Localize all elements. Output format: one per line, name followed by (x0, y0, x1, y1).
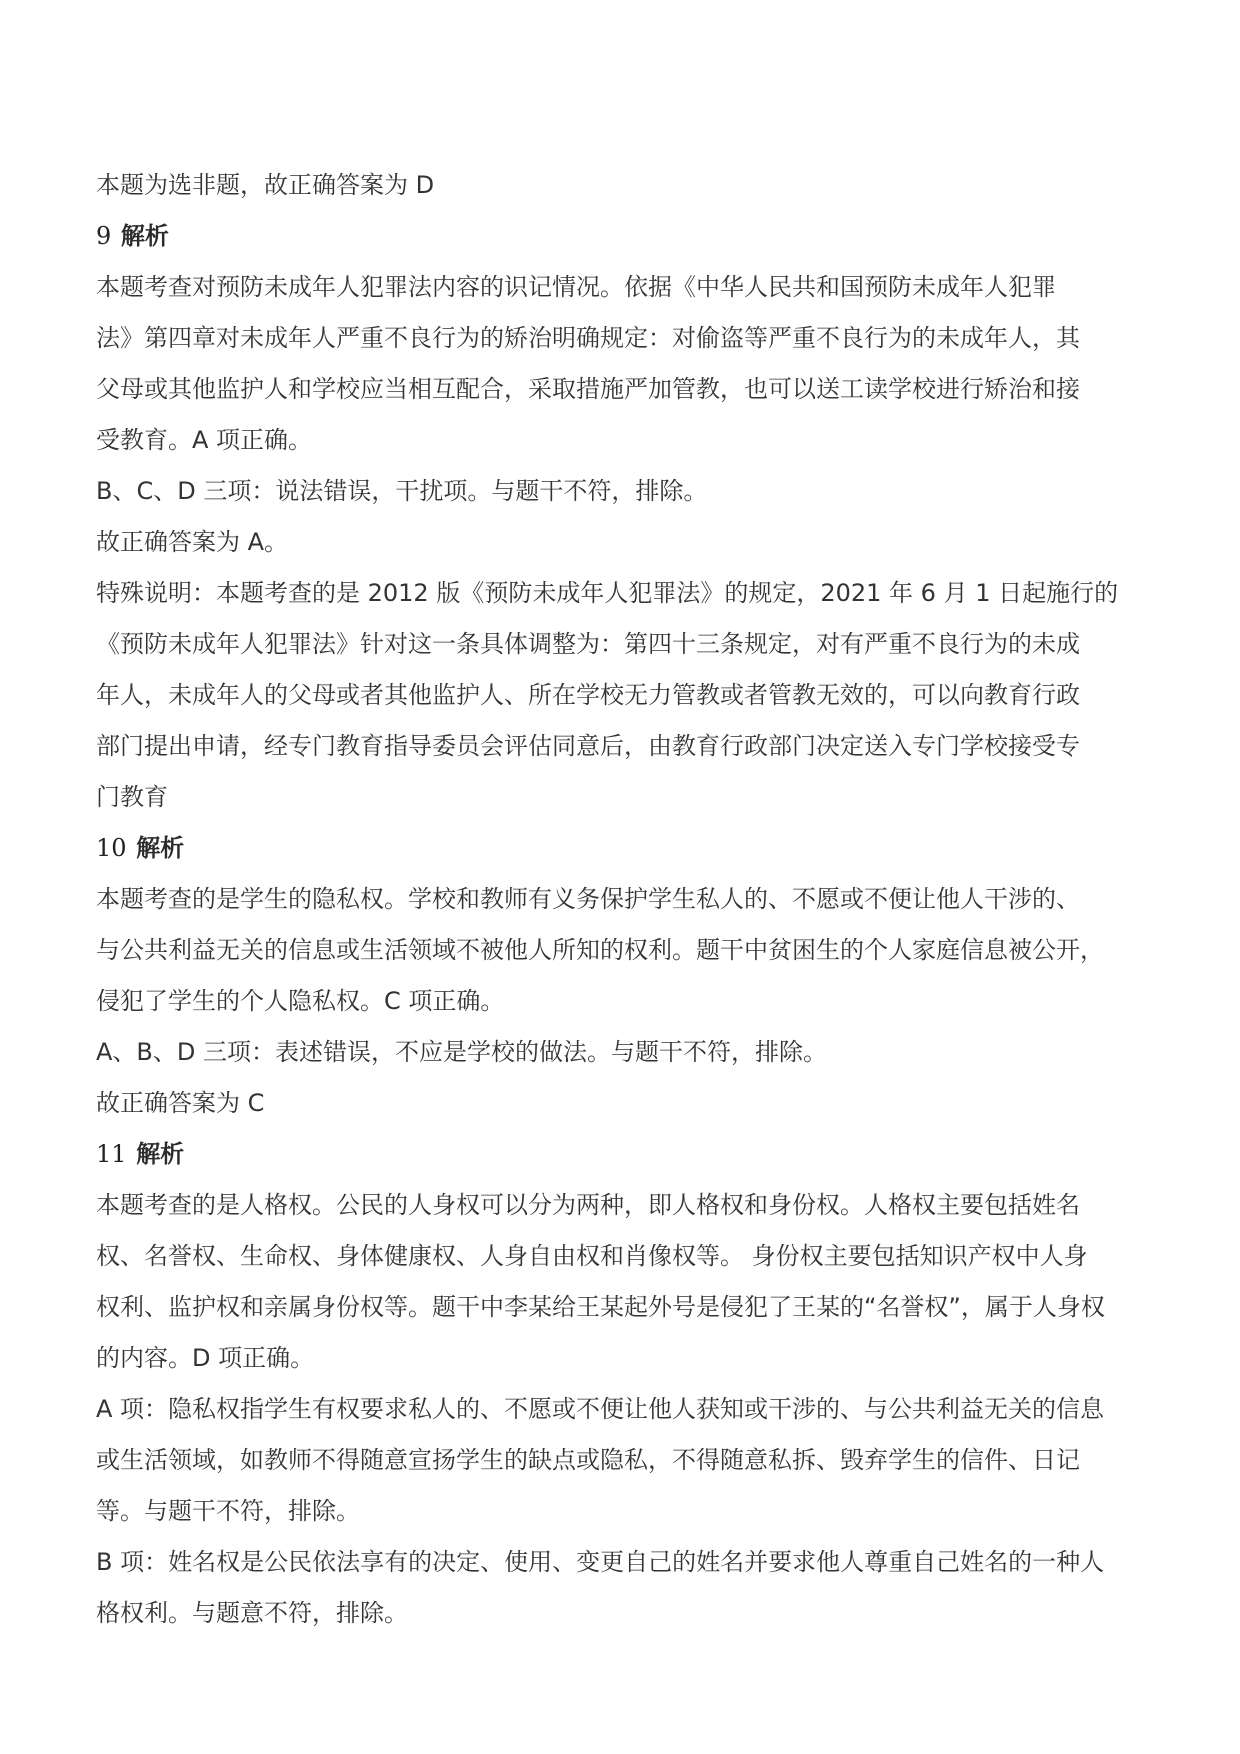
paragraph-line: 权、名誉权、生命权、身体健康权、人身自由权和肖像权等。 身份权主要包括知识产权中人身 (96, 1242, 1088, 1270)
paragraph-line: 权利、监护权和亲属身份权等。题干中李某给王某起外号是侵犯了王某的“名誉权”，属于人身权 (96, 1293, 1105, 1321)
paragraph-line: 本题考查对预防未成年人犯罪法内容的识记情况。依据《中华人民共和国预防未成年人犯罪 (96, 273, 1056, 301)
document-page (96, 160, 1156, 1639)
paragraph-line: 故正确答案为 A。 (96, 528, 289, 556)
section-heading-q11 (96, 1129, 1156, 1180)
paragraph-line: 本题考查的是学生的隐私权。学校和教师有义务保护学生私人的、不愿或不便让他人干涉的、 (96, 885, 1080, 913)
paragraph-line: 等。与题干不符，排除。 (96, 1497, 360, 1525)
analysis-label: 解析 (120, 222, 169, 250)
paragraph-line: 或生活领域，如教师不得随意宣扬学生的缺点或隐私，不得随意私拆、毁弃学生的信件、日记 (96, 1446, 1080, 1474)
question-number: 11 (96, 1140, 127, 1168)
paragraph-line: 受教育。A 项正确。 (96, 426, 313, 454)
analysis-label: 解析 (136, 1140, 185, 1168)
paragraph-line: 《预防未成年人犯罪法》针对这一条具体调整为：第四十三条规定，对有严重不良行为的未成 (96, 630, 1080, 658)
section-q9 (96, 211, 1156, 823)
paragraph-line: 父母或其他监护人和学校应当相互配合，采取措施严加管教，也可以送工读学校进行矫治和接 (96, 375, 1080, 403)
paragraph-line: 侵犯了学生的个人隐私权。C 项正确。 (96, 987, 505, 1015)
paragraph-line: B 项：姓名权是公民依法享有的决定、使用、变更自己的姓名并要求他人尊重自己姓名的一种人 (96, 1548, 1105, 1576)
paragraph-line: 本题考查的是人格权。公民的人身权可以分为两种，即人格权和身份权。人格权主要包括姓名 (96, 1191, 1080, 1219)
paragraph-line: 法》第四章对未成年人严重不良行为的矫治明确规定：对偷盗等严重不良行为的未成年人，其 (96, 324, 1080, 352)
section-q11 (96, 1129, 1156, 1639)
paragraph-line: A 项：隐私权指学生有权要求私人的、不愿或不便让他人获知或干涉的、与公共利益无关的信息 (96, 1395, 1105, 1423)
paragraph-line: 故正确答案为 C (96, 1089, 265, 1117)
paragraph-line: B、C、D 三项：说法错误，干扰项。与题干不符，排除。 (96, 477, 708, 505)
question-number: 10 (96, 834, 127, 862)
section-heading-q9 (96, 211, 1156, 262)
section-q10 (96, 823, 1156, 1129)
paragraph-line: 特殊说明：本题考查的是 2012 版《预防未成年人犯罪法》的规定，2021 年 6 月 1 日起施行的 (96, 579, 1119, 607)
paragraph-line: 年人，未成年人的父母或者其他监护人、所在学校无力管教或者管教无效的，可以向教育行政 (96, 681, 1080, 709)
paragraph-line: 格权利。与题意不符，排除。 (96, 1599, 408, 1627)
paragraph-line: A、B、D 三项：表述错误，不应是学校的做法。与题干不符，排除。 (96, 1038, 827, 1066)
paragraph-line: 与公共利益无关的信息或生活领域不被他人所知的权利。题干中贫困生的个人家庭信息被公开， (96, 936, 1104, 964)
analysis-label: 解析 (136, 834, 185, 862)
intro-line: 本题为选非题，故正确答案为 D (96, 171, 435, 199)
paragraph-line: 门教育 (96, 783, 168, 811)
section-heading-q10 (96, 823, 1156, 874)
paragraph-line: 的内容。D 项正确。 (96, 1344, 315, 1372)
question-number: 9 (96, 222, 112, 250)
paragraph-line: 部门提出申请，经专门教育指导委员会评估同意后，由教育行政部门决定送入专门学校接受专 (96, 732, 1080, 760)
